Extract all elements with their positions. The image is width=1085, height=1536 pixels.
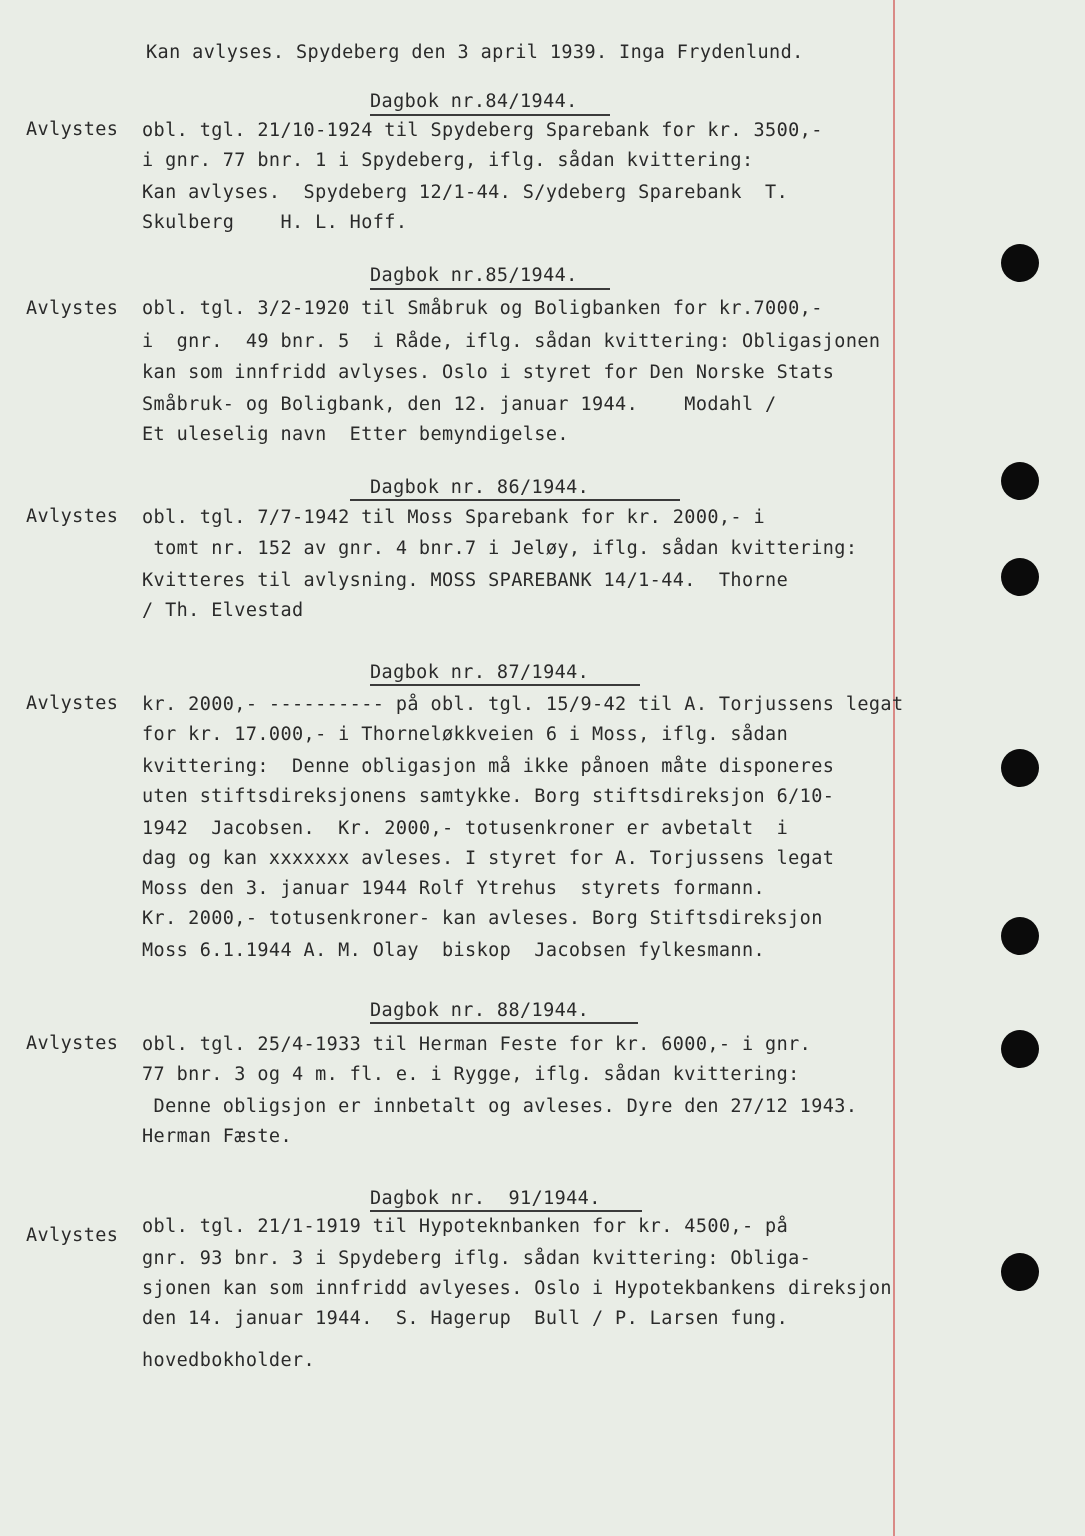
entry-line: Skulberg H. L. Hoff.: [142, 212, 408, 233]
entry-line: hovedbokholder.: [142, 1350, 316, 1371]
entry-line: kr. 2000,- ---------- på obl. tgl. 15/9-42 til A. Torjussens legat: [142, 694, 904, 715]
entry-label: Avlystes: [26, 693, 119, 714]
entry-line: for kr. 17.000,- i Thorneløkkveien 6 i Moss, iflg. sådan: [142, 724, 789, 745]
entry-line: 1942 Jacobsen. Kr. 2000,- totusenkroner er avbetalt i: [142, 818, 789, 839]
heading-underline: [370, 288, 610, 290]
entry-line: dag og kan xxxxxxx avleses. I styret for A. Torjussens legat: [142, 848, 835, 869]
entry-line: obl. tgl. 21/10-1924 til Spydeberg Sparebank for kr. 3500,-: [142, 120, 823, 141]
entry-line: tomt nr. 152 av gnr. 4 bnr.7 i Jeløy, iflg. sådan kvittering:: [142, 538, 858, 559]
punch-hole: [1001, 917, 1039, 955]
entry-line: Herman Fæste.: [142, 1126, 292, 1147]
entry-line: / Th. Elvestad: [142, 600, 304, 621]
punch-hole: [1001, 1030, 1039, 1068]
entry-label: Avlystes: [26, 1033, 119, 1054]
entry-line: Kr. 2000,- totusenkroner- kan avleses. Borg Stiftsdireksjon: [142, 908, 823, 929]
heading-underline: [370, 114, 610, 116]
entry-line: gnr. 93 bnr. 3 i Spydeberg iflg. sådan kvittering: Obliga-: [142, 1248, 812, 1269]
punch-hole: [1001, 749, 1039, 787]
entry-label: Avlystes: [26, 298, 119, 319]
heading-underline: [370, 684, 640, 686]
entry-line: Småbruk- og Boligbank, den 12. januar 1944. Modahl /: [142, 394, 777, 415]
entry-heading: Dagbok nr. 88/1944.: [370, 1000, 590, 1021]
entry-line: Moss den 3. januar 1944 Rolf Ytrehus styrets formann.: [142, 878, 766, 899]
entry-heading: Dagbok nr. 86/1944.: [370, 477, 590, 498]
punch-hole: [1001, 462, 1039, 500]
entry-label: Avlystes: [26, 119, 119, 140]
punch-hole: [1001, 558, 1039, 596]
entry-label: Avlystes: [26, 506, 119, 527]
punch-hole: [1001, 1253, 1039, 1291]
entry-line: i gnr. 49 bnr. 5 i Råde, iflg. sådan kvittering: Obligasjonen: [142, 331, 881, 352]
entry-line: kvittering: Denne obligasjon må ikke pånoen måte disponeres: [142, 756, 835, 777]
header-line: Kan avlyses. Spydeberg den 3 april 1939. Inga Frydenlund.: [146, 42, 804, 63]
entry-line: obl. tgl. 3/2-1920 til Småbruk og Boligbanken for kr.7000,-: [142, 298, 823, 319]
entry-heading: Dagbok nr.84/1944.: [370, 91, 578, 112]
entry-heading: Dagbok nr. 91/1944.: [370, 1188, 601, 1209]
entry-line: Kan avlyses. Spydeberg 12/1-44. S/ydeberg Sparebank T.: [142, 182, 789, 203]
entry-line: uten stiftsdireksjonens samtykke. Borg stiftsdireksjon 6/10-: [142, 786, 835, 807]
entry-line: Denne obligsjon er innbetalt og avleses. Dyre den 27/12 1943.: [142, 1096, 858, 1117]
entry-line: 77 bnr. 3 og 4 m. fl. e. i Rygge, iflg. sådan kvittering:: [142, 1064, 800, 1085]
entry-line: Kvitteres til avlysning. MOSS SPAREBANK 14/1-44. Thorne: [142, 570, 789, 591]
entry-line: i gnr. 77 bnr. 1 i Spydeberg, iflg. sådan kvittering:: [142, 150, 754, 171]
entry-line: den 14. januar 1944. S. Hagerup Bull / P. Larsen fung.: [142, 1308, 789, 1329]
entry-heading: Dagbok nr. 87/1944.: [370, 662, 590, 683]
heading-underline: [350, 499, 680, 501]
entry-line: Moss 6.1.1944 A. M. Olay biskop Jacobsen fylkesmann.: [142, 940, 766, 961]
entry-line: obl. tgl. 21/1-1919 til Hypoteknbanken for kr. 4500,- på: [142, 1216, 789, 1237]
entry-heading: Dagbok nr.85/1944.: [370, 265, 578, 286]
heading-underline: [370, 1210, 642, 1212]
entry-line: obl. tgl. 7/7-1942 til Moss Sparebank for kr. 2000,- i: [142, 507, 766, 528]
entry-line: kan som innfridd avlyses. Oslo i styret for Den Norske Stats: [142, 362, 835, 383]
heading-underline: [370, 1022, 638, 1024]
entry-label: Avlystes: [26, 1225, 119, 1246]
entry-line: Et uleselig navn Etter bemyndigelse.: [142, 424, 569, 445]
punch-hole: [1001, 244, 1039, 282]
margin-rule: [893, 0, 895, 1536]
entry-line: sjonen kan som innfridd avlyeses. Oslo i Hypotekbankens direksjon: [142, 1278, 892, 1299]
entry-line: obl. tgl. 25/4-1933 til Herman Feste for kr. 6000,- i gnr.: [142, 1034, 812, 1055]
